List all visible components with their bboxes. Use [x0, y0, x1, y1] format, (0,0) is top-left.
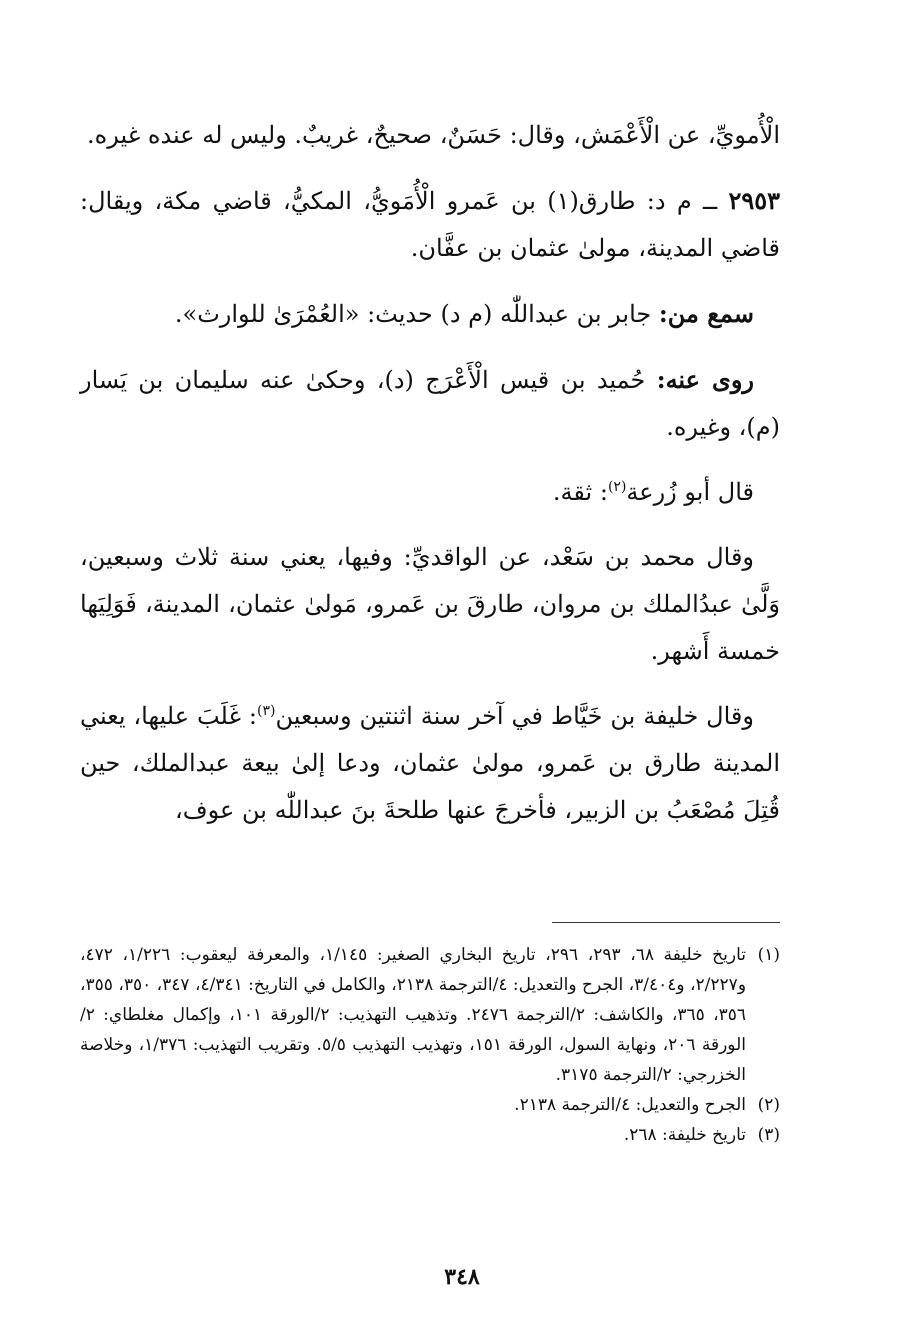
footnote-number: (٣) — [757, 1125, 780, 1145]
page-number: ٣٤٨ — [444, 1264, 480, 1290]
abu-zura-text: قال أبو زُرعة — [626, 478, 754, 506]
paragraph-1: الْأُمويِّ، عن الْأَعْمَش، وقال: حَسَنٌ، صحيحٌ، غريبٌ. وليس له عنده غيره. — [87, 121, 780, 149]
heard-from-label: سمع من: — [658, 299, 754, 328]
narrated-by-text: حُميد بن قيس الْأَعْرَج (د)، وحكىٰ عنه سليمان بن يَسار (م)، وغيره. — [80, 366, 780, 441]
footnote-text: تاريخ خليفة ٦٨، ٢٩٣، ٢٩٦، تاريخ البخاري الصغير: ١/١٤٥، والمعرفة ليعقوب: ١/٢٢٦، ٤٧٢، و٢/٢٢٧، و٣/٤٠٤، الجرح والتعديل: ٤/الترجمة ٢١٣٨، والكامل في التاريخ: ٤/٣٤١، ٣٤٧، ٣٥٠، ٣٥٥، ٣٥٦، ٣٦٥، والكاشف: ٢/الترجمة ٢٤٧٦. وتذهيب التهذيب: ٢/الورقة ١٠١، وإكمال مغلطاي: ٢/الورقة ٢٠٦، ونهاية السول، الورقة ١٥١، وتهذيب التهذيب ٥/٥. وتقريب التهذيب: ١/٣٧٦، وخلاصة الخزرجي: ٢/الترجمة ٣١٧٥. — [80, 945, 747, 1085]
footnote-ref-2: (٢) — [607, 479, 627, 495]
main-text — [80, 112, 780, 852]
abu-zura-text-end: : ثقة. — [552, 478, 608, 506]
footnote-3 — [80, 1120, 780, 1150]
entry-number: ٢٩٥٣ — [728, 186, 780, 215]
footnote-divider — [552, 922, 780, 923]
footnote-ref-3: (٣) — [257, 703, 276, 719]
paragraph-ibn-sad: وقال محمد بن سَعْد، عن الواقديِّ: وفيها، يعني سنة ثلاث وسبعين، وَلَّىٰ عبدُالملك بن مروان، طارقَ بن عَمرو، مَولىٰ عثمان، المدينة، فَوَلِيَها خمسة أَشهر. — [80, 543, 780, 665]
footnote-number: (٢) — [757, 1095, 780, 1115]
footnote-2 — [80, 1090, 780, 1120]
footnote-text: تاريخ خليفة: ٢٦٨. — [623, 1125, 746, 1145]
heard-from-paragraph — [80, 290, 780, 338]
paragraph-khalifa — [80, 693, 780, 834]
entry-header — [80, 177, 780, 272]
khalifa-text: وقال خليفة بن خَيَّاط في آخر سنة اثنتين وسبعين — [275, 702, 754, 730]
heard-from-text: جابر بن عبداللّٰه (م د) حديث: «العُمْرَىٰ للوارث». — [174, 300, 659, 328]
footnote-text: الجرح والتعديل: ٤/الترجمة ٢١٣٨. — [514, 1095, 746, 1115]
entry-header-text: ــ م د: طارق(١) بن عَمرو الْأُمَويُّ، المكيُّ، قاضي مكة، ويقال: قاضي المدينة، مولىٰ عثمان بن عفَّان. — [80, 187, 780, 262]
footnote-1 — [80, 940, 780, 1090]
narrated-by-label: روى عنه: — [656, 365, 754, 394]
footnotes — [80, 940, 780, 1150]
paragraph-abu-zura — [80, 469, 780, 516]
narrated-by-paragraph — [80, 356, 780, 451]
khalifa-text-end: : غَلَبَ عليها، يعني المدينة طارق بن عَمرو، مولىٰ عثمان، ودعا إلىٰ بيعة عبدالملك، حين قُتِلَ مُصْعَبُ بن الزبير، فأخرجَ عنها طلحةَ بنَ عبداللّٰه بن عوف، — [80, 702, 780, 824]
footnote-number: (١) — [757, 945, 780, 965]
